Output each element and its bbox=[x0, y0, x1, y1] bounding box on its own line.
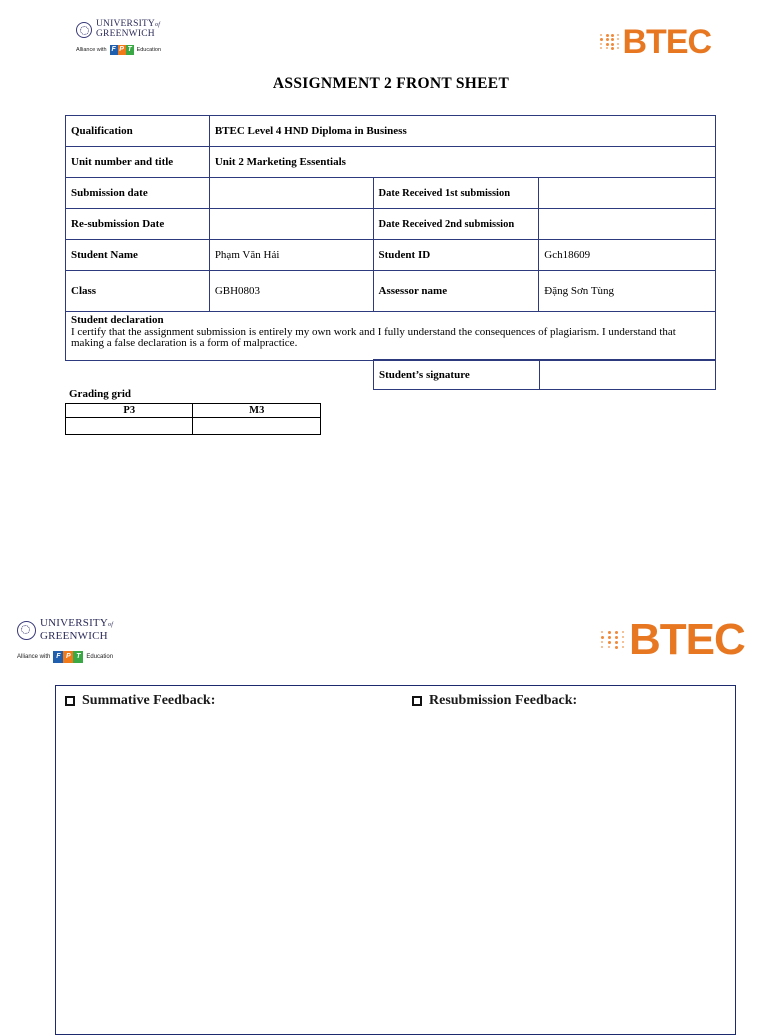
declaration-text: I certify that the assignment submission is entirely my own work and I fully understand the consequences of plagiarism. I understand that making a false declaration is a form of malpractice. bbox=[71, 325, 676, 349]
unit-label: Unit number and title bbox=[66, 147, 210, 178]
unit-value: Unit 2 Marketing Essentials bbox=[209, 147, 715, 178]
resubmission-feedback-heading bbox=[412, 693, 577, 709]
page-title: ASSIGNMENT 2 FRONT SHEET bbox=[272, 75, 510, 92]
fpt-letter-t: T bbox=[73, 651, 83, 663]
university-name-line2: GREENWICH bbox=[40, 630, 108, 642]
grade-header-m3: M3 bbox=[193, 404, 321, 418]
fpt-letter-f: F bbox=[111, 46, 116, 53]
table-row bbox=[66, 271, 716, 312]
btec-logo bbox=[600, 22, 711, 62]
table-row bbox=[66, 178, 716, 209]
class-value: GBH0803 bbox=[209, 271, 373, 312]
btec-dots-icon bbox=[601, 631, 627, 649]
university-seal-icon bbox=[76, 22, 92, 38]
submission-date-value bbox=[209, 178, 373, 209]
assessor-name-value: Đặng Sơn Tùng bbox=[539, 271, 716, 312]
university-of: of bbox=[155, 22, 161, 28]
table-row bbox=[66, 240, 716, 271]
grade-value-p3 bbox=[66, 418, 193, 435]
fpt-letter-p: P bbox=[63, 651, 73, 663]
grading-grid bbox=[65, 403, 321, 435]
signature-table bbox=[373, 359, 716, 390]
date-received-1st-label: Date Received 1st submission bbox=[373, 178, 539, 209]
alliance-prefix: Alliance with bbox=[76, 47, 107, 53]
alliance-line bbox=[17, 651, 113, 663]
student-id-value: Gch18609 bbox=[539, 240, 716, 271]
alliance-line bbox=[76, 45, 161, 55]
university-of: of bbox=[108, 622, 114, 628]
university-name-line2: GREENWICH bbox=[96, 29, 155, 39]
student-name-value: Phạm Văn Hải bbox=[209, 240, 373, 271]
fpt-letter-f: F bbox=[53, 651, 63, 663]
resubmission-feedback-label: Resubmission Feedback: bbox=[429, 693, 578, 708]
university-name-line1: UNIVERSITY bbox=[96, 19, 155, 29]
feedback-box bbox=[55, 685, 736, 1035]
university-logo-page2 bbox=[17, 618, 113, 663]
qualification-label: Qualification bbox=[66, 116, 210, 147]
btec-wordmark: BTEC bbox=[622, 23, 712, 61]
table-row bbox=[66, 312, 716, 361]
university-logo bbox=[76, 20, 161, 55]
date-received-2nd-label: Date Received 2nd submission bbox=[373, 209, 539, 240]
grade-header-p3: P3 bbox=[66, 404, 193, 418]
summative-checkbox-icon[interactable] bbox=[65, 696, 75, 706]
btec-wordmark: BTEC bbox=[629, 615, 745, 664]
fpt-letter-t: T bbox=[127, 46, 132, 53]
btec-logo-page2 bbox=[601, 615, 745, 665]
signature-label: Student’s signature bbox=[374, 360, 540, 390]
resubmission-checkbox-icon[interactable] bbox=[412, 696, 422, 706]
qualification-value: BTEC Level 4 HND Diploma in Business bbox=[209, 116, 715, 147]
summative-feedback-heading bbox=[65, 693, 215, 709]
fpt-letter-p: P bbox=[119, 46, 124, 53]
table-row bbox=[66, 116, 716, 147]
btec-dots-icon bbox=[600, 34, 621, 51]
declaration-heading: Student declaration bbox=[71, 314, 164, 326]
fpt-logo-icon bbox=[110, 45, 134, 55]
resubmission-date-value bbox=[209, 209, 373, 240]
summative-feedback-label: Summative Feedback: bbox=[82, 693, 216, 708]
university-seal-icon bbox=[17, 621, 36, 640]
grade-value-m3 bbox=[193, 418, 321, 435]
submission-date-label: Submission date bbox=[66, 178, 210, 209]
table-row bbox=[66, 209, 716, 240]
fpt-logo-icon bbox=[53, 651, 83, 663]
table-row bbox=[66, 147, 716, 178]
student-name-label: Student Name bbox=[66, 240, 210, 271]
assessor-name-label: Assessor name bbox=[373, 271, 539, 312]
university-name-line1: UNIVERSITY bbox=[40, 617, 108, 629]
date-received-1st-value bbox=[539, 178, 716, 209]
signature-value bbox=[539, 360, 715, 390]
student-declaration bbox=[66, 312, 716, 361]
alliance-prefix: Alliance with bbox=[17, 654, 51, 660]
grading-grid-heading: Grading grid bbox=[69, 388, 132, 400]
resubmission-date-label: Re-submission Date bbox=[66, 209, 210, 240]
class-label: Class bbox=[66, 271, 210, 312]
alliance-suffix: Education bbox=[136, 47, 162, 53]
date-received-2nd-value bbox=[539, 209, 716, 240]
student-id-label: Student ID bbox=[373, 240, 539, 271]
alliance-suffix: Education bbox=[86, 654, 114, 660]
front-sheet-table bbox=[65, 115, 716, 361]
